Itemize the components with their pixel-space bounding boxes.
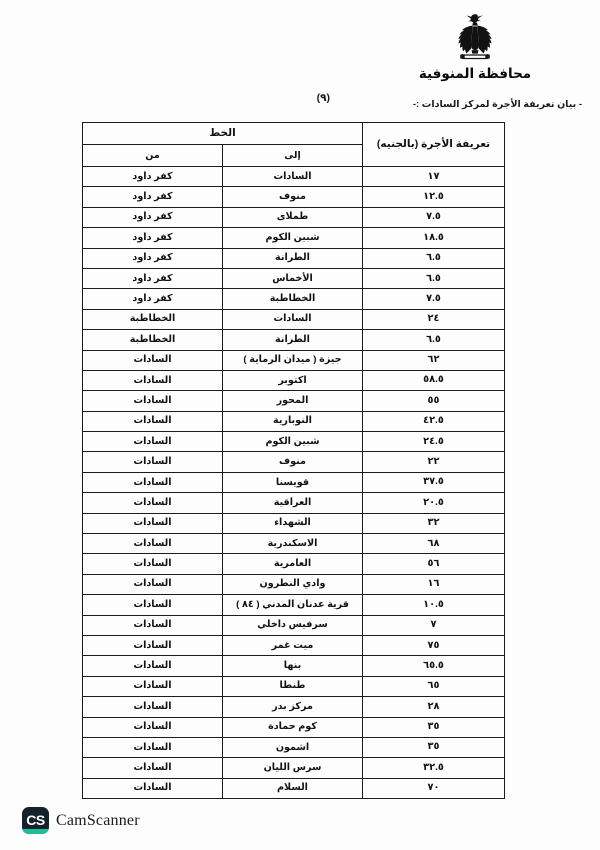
cell-fare: ٥٥ [363,391,505,411]
cell-from: السادات [83,432,223,452]
cell-from: السادات [83,635,223,655]
table-row [83,472,505,492]
cell-fare: ٦.٥ [363,248,505,268]
cell-to: الطرانة [223,330,363,350]
cell-fare: ٢٤.٥ [363,432,505,452]
cell-to: السادات [223,309,363,329]
table-row [83,717,505,737]
cell-to: طنطا [223,676,363,696]
table-row [83,574,505,594]
header-line-group: الخط [83,123,363,145]
table-row [83,513,505,533]
cell-fare: ٦.٥ [363,330,505,350]
cell-fare: ٢٤ [363,309,505,329]
cell-fare: ٧.٥ [363,207,505,227]
table-row [83,350,505,370]
page-number: (٩) [316,92,330,104]
table-row [83,676,505,696]
cell-from: السادات [83,717,223,737]
cell-from: السادات [83,656,223,676]
table-row [83,228,505,248]
cell-fare: ١٠.٥ [363,595,505,615]
cell-fare: ٥٨.٥ [363,370,505,390]
cell-fare: ٣٥ [363,717,505,737]
camscanner-watermark [22,807,140,834]
cell-from: كفر داود [83,167,223,187]
table-row [83,656,505,676]
cell-to: العامرية [223,554,363,574]
cell-fare: ٥٦ [363,554,505,574]
table-row [83,615,505,635]
table-row [83,554,505,574]
table-row [83,697,505,717]
cell-to: بنها [223,656,363,676]
cell-to: ميت غمر [223,635,363,655]
cell-from: كفر داود [83,207,223,227]
cell-to: الاسكندرية [223,534,363,554]
cell-from: السادات [83,350,223,370]
cell-to: الشهداء [223,513,363,533]
cell-to: المحور [223,391,363,411]
cell-fare: ٦٥ [363,676,505,696]
header-from: من [83,145,223,167]
table-row [83,167,505,187]
cell-from: كفر داود [83,248,223,268]
cell-from: السادات [83,452,223,472]
cell-fare: ٣٢ [363,513,505,533]
cell-from: السادات [83,370,223,390]
cell-to: قرية عدنان المدني ( ٨٤ ) [223,595,363,615]
table-header-row-top [83,123,505,145]
table-row [83,370,505,390]
camscanner-badge-text: CS [26,811,45,828]
cell-to: الطرانة [223,248,363,268]
table-row [83,330,505,350]
table-row [83,595,505,615]
cell-fare: ٧٥ [363,635,505,655]
document-subtitle: - بيان تعريفة الأجرة لمركز السادات :- [412,99,582,110]
cell-to: سرفيس داخلي [223,615,363,635]
cell-from: السادات [83,554,223,574]
cell-from: السادات [83,676,223,696]
camscanner-label: CamScanner [56,811,140,829]
table-row [83,309,505,329]
table-row [83,635,505,655]
table-row [83,248,505,268]
cell-to: منوف [223,187,363,207]
cell-from: السادات [83,493,223,513]
cell-fare: ١٧ [363,167,505,187]
table-row [83,778,505,798]
cell-to: وادي النطرون [223,574,363,594]
fare-table-body [83,167,505,799]
table-row [83,411,505,431]
cell-to: شبين الكوم [223,432,363,452]
cell-fare: ٦٥.٥ [363,656,505,676]
table-row [83,187,505,207]
cell-to: كوم حمادة [223,717,363,737]
cell-from: الخطاطبة [83,309,223,329]
cell-from: السادات [83,411,223,431]
cell-to: مركز بدر [223,697,363,717]
cell-from: السادات [83,391,223,411]
cell-to: جيزة ( ميدان الرماية ) [223,350,363,370]
table-row [83,207,505,227]
emblem-scroll [460,54,490,59]
cell-fare: ١٨.٥ [363,228,505,248]
cell-from: السادات [83,472,223,492]
cell-fare: ٣٥ [363,737,505,757]
cell-from: كفر داود [83,228,223,248]
cell-to: النوبارية [223,411,363,431]
cell-from: السادات [83,758,223,778]
cell-fare: ٣٧.٥ [363,472,505,492]
camscanner-logo-icon [22,807,49,834]
cell-from: السادات [83,778,223,798]
cell-fare: ٦٢ [363,350,505,370]
cell-to: السادات [223,167,363,187]
cell-to: سرس الليان [223,758,363,778]
table-row [83,493,505,513]
table-row [83,452,505,472]
cell-fare: ٧٠ [363,778,505,798]
fare-table [82,122,505,799]
fare-table-container [82,122,505,799]
cell-fare: ٢٨ [363,697,505,717]
cell-to: العراقية [223,493,363,513]
cell-from: السادات [83,574,223,594]
cell-fare: ٤٢.٥ [363,411,505,431]
table-row [83,758,505,778]
cell-from: كفر داود [83,187,223,207]
cell-to: الخطاطبة [223,289,363,309]
cell-to: قويسنا [223,472,363,492]
egypt-eagle-emblem-icon [452,12,498,62]
cell-from: السادات [83,595,223,615]
header-fare: تعريفة الأجرة (بالجنيه) [363,123,505,167]
table-row [83,737,505,757]
cell-fare: ١٦ [363,574,505,594]
governorate-name: محافظة المنوفية [418,66,532,81]
fare-table-head [83,123,505,167]
table-row [83,289,505,309]
cell-fare: ٣٢.٥ [363,758,505,778]
cell-to: شبين الكوم [223,228,363,248]
cell-from: السادات [83,615,223,635]
cell-from: السادات [83,534,223,554]
cell-from: السادات [83,737,223,757]
table-row [83,391,505,411]
cell-from: السادات [83,513,223,533]
camscanner-accent-strip [22,829,49,834]
cell-to: منوف [223,452,363,472]
cell-fare: ١٢.٥ [363,187,505,207]
cell-fare: ٦٨ [363,534,505,554]
document-header [360,12,590,82]
cell-to: السلام [223,778,363,798]
cell-fare: ٢٠.٥ [363,493,505,513]
cell-to: اشمون [223,737,363,757]
table-row [83,432,505,452]
table-row [83,534,505,554]
cell-from: كفر داود [83,289,223,309]
cell-fare: ٧.٥ [363,289,505,309]
cell-from: كفر داود [83,268,223,288]
table-row [83,268,505,288]
cell-from: الخطاطبة [83,330,223,350]
cell-to: اكتوبر [223,370,363,390]
cell-to: طملاى [223,207,363,227]
cell-fare: ٦.٥ [363,268,505,288]
cell-from: السادات [83,697,223,717]
cell-to: الأخماس [223,268,363,288]
cell-fare: ٢٢ [363,452,505,472]
header-to: إلى [223,145,363,167]
cell-fare: ٧ [363,615,505,635]
